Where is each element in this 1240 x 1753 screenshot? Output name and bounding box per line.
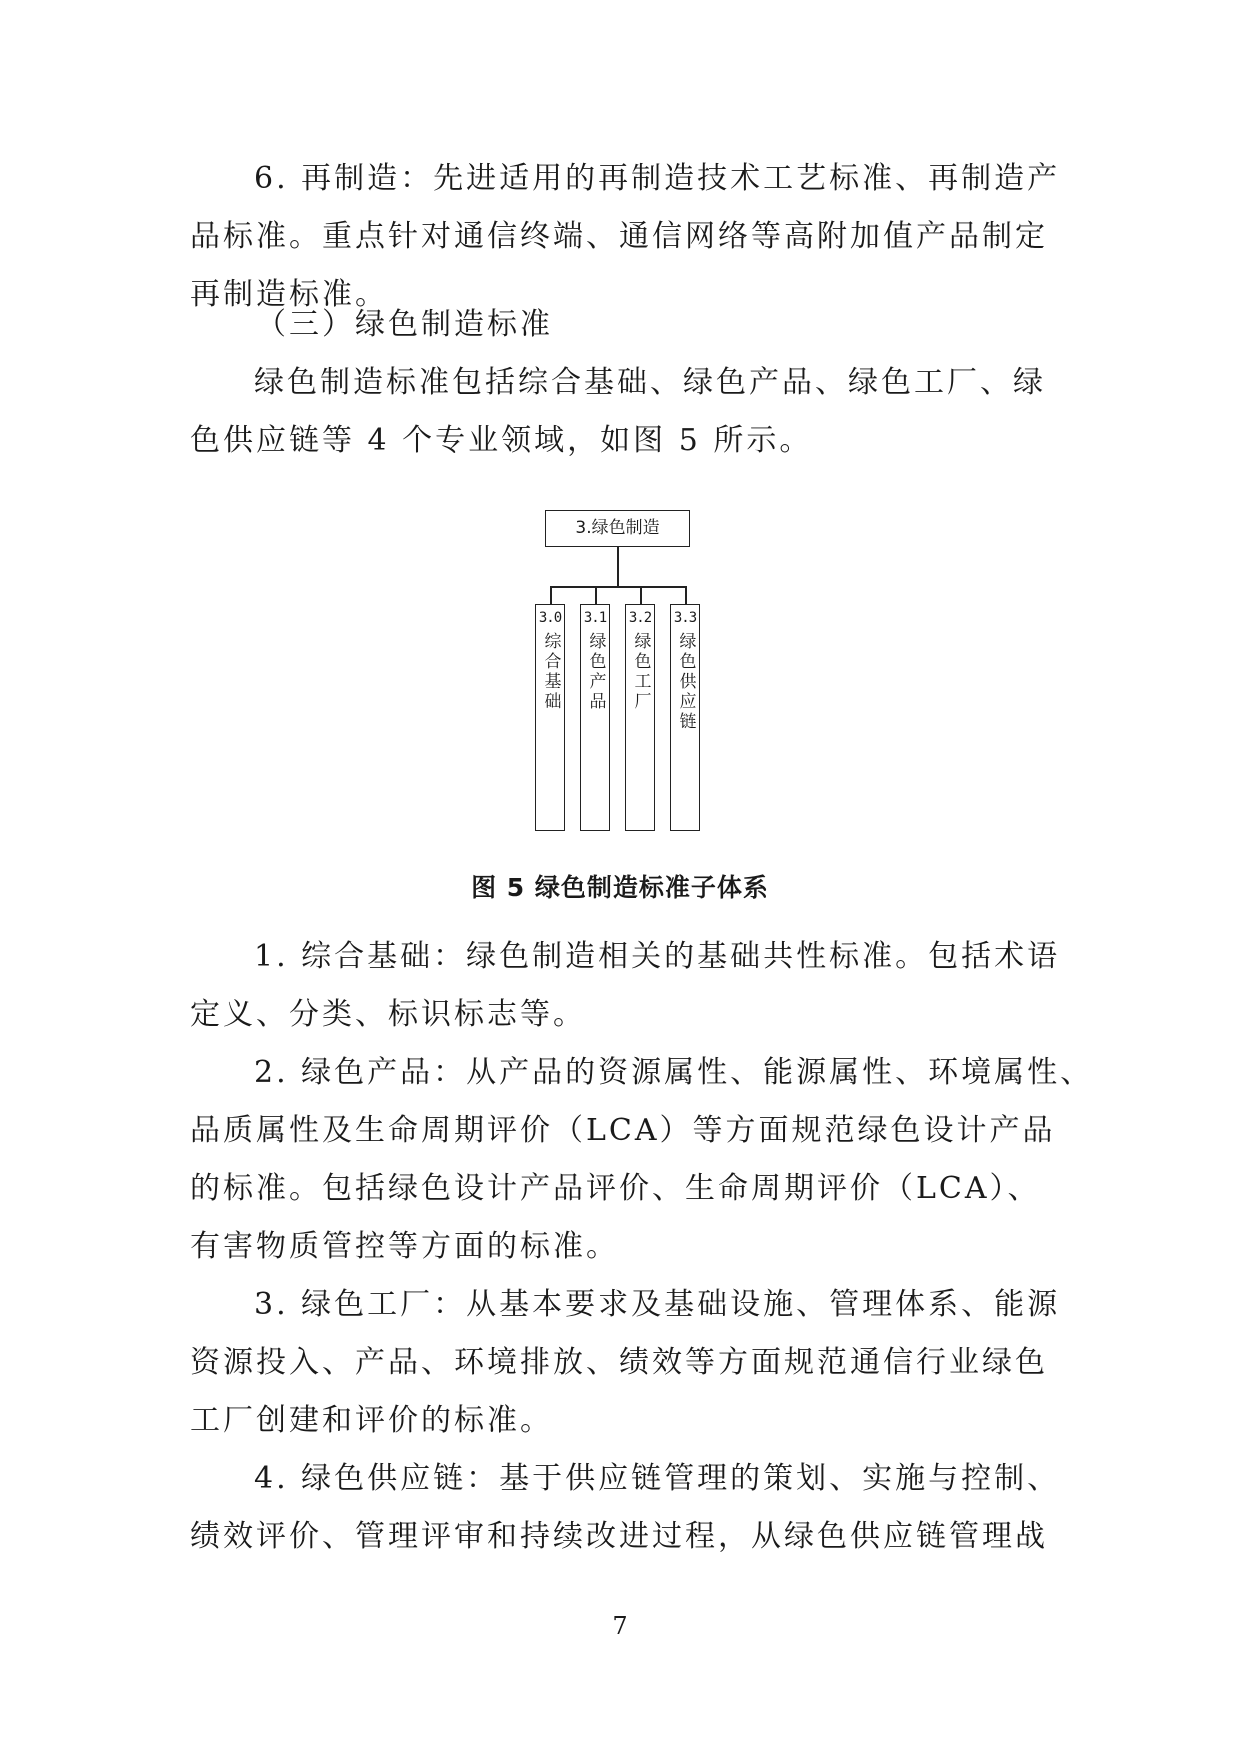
text-line: 绩效评价、管理评审和持续改进过程，从绿色供应链管理战 (190, 1519, 1048, 1554)
text-line: 品标准。重点针对通信终端、通信网络等高附加值产品制定 (190, 219, 1048, 254)
text-line: 绿色制造标准包括综合基础、绿色产品、绿色工厂、绿 (254, 365, 1046, 400)
connector-line (550, 586, 552, 604)
diagram-root-node: 3.绿色制造 (545, 510, 690, 547)
text-line: 的标准。包括绿色设计产品评价、生命周期评价（LCA）、 (190, 1171, 1041, 1206)
paragraph-green-supply-chain (190, 1450, 1060, 1566)
connector-line (685, 586, 687, 604)
node-label: 绿色产品 (585, 632, 606, 712)
page-number: 7 (612, 1612, 628, 1640)
node-number: 3.1 (583, 610, 607, 626)
text-line: 1. 综合基础：绿色制造相关的基础共性标准。包括术语 (254, 939, 1061, 974)
paragraph-intro (190, 354, 1060, 470)
green-manufacturing-diagram (530, 510, 720, 840)
diagram-node-comprehensive-basis (535, 604, 565, 831)
text-line: 4. 绿色供应链：基于供应链管理的策划、实施与控制、 (254, 1461, 1061, 1496)
text-line: 2. 绿色产品：从产品的资源属性、能源属性、环境属性、 (254, 1055, 1094, 1090)
paragraph-green-factory (190, 1276, 1060, 1450)
section-heading: （三）绿色制造标准 (256, 307, 553, 342)
connector-line (640, 586, 642, 604)
connector-line (550, 586, 686, 588)
node-label: 综合基础 (540, 632, 561, 712)
connector-line (595, 586, 597, 604)
text-line: 品质属性及生命周期评价（LCA）等方面规范绿色设计产品 (190, 1113, 1056, 1148)
text-line: 再制造标准。 (190, 277, 388, 312)
node-label: 绿色工厂 (630, 632, 651, 712)
text-line: 工厂创建和评价的标准。 (190, 1403, 553, 1438)
node-number: 3.3 (673, 610, 697, 626)
text-line: 3. 绿色工厂：从基本要求及基础设施、管理体系、能源 (254, 1287, 1061, 1322)
text-line: 定义、分类、标识标志等。 (190, 997, 586, 1032)
text-line: 资源投入、产品、环境排放、绩效等方面规范通信行业绿色 (190, 1345, 1048, 1380)
text-line: 6. 再制造：先进适用的再制造技术工艺标准、再制造产 (254, 161, 1061, 196)
connector-line (617, 547, 619, 587)
diagram-node-green-product (580, 604, 610, 831)
text-line: 色供应链等 4 个专业领域，如图 5 所示。 (190, 423, 813, 458)
paragraph-comprehensive-basis (190, 928, 1060, 1044)
node-number: 3.2 (628, 610, 652, 626)
diagram-node-green-factory (625, 604, 655, 831)
node-number: 3.0 (538, 610, 562, 626)
text-line: 有害物质管控等方面的标准。 (190, 1229, 619, 1264)
paragraph-green-product (190, 1044, 1094, 1276)
diagram-node-green-supply-chain (670, 604, 700, 831)
node-label: 绿色供应链 (675, 632, 696, 732)
figure-caption: 图 5 绿色制造标准子体系 (471, 873, 769, 902)
